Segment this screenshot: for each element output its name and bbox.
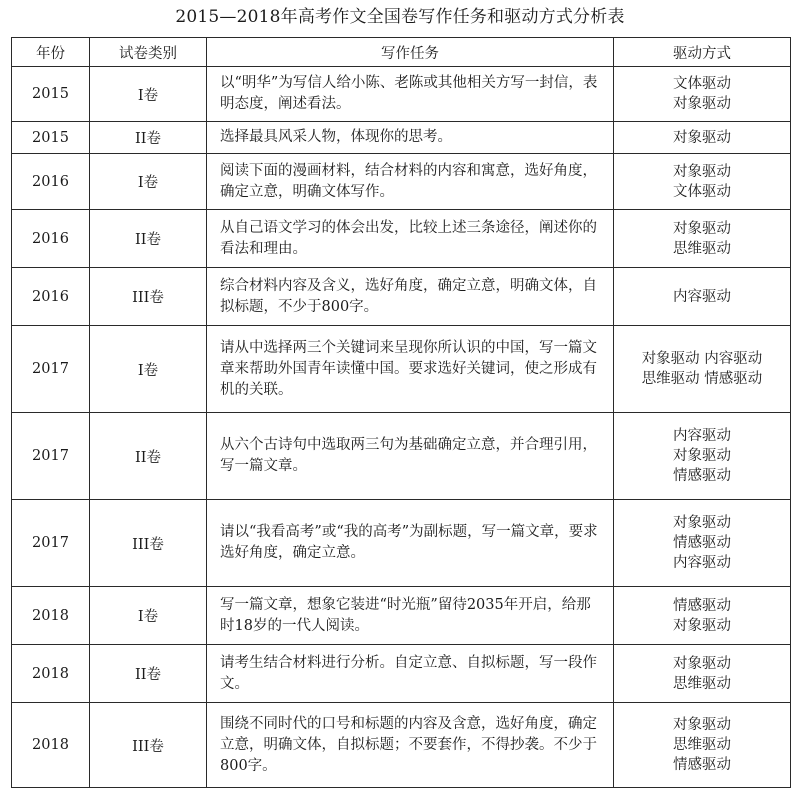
drive-item: 对象驱动 [673,515,731,531]
cell-year: 2018 [12,587,90,645]
table-row [12,67,791,122]
table-row [12,500,791,587]
cell-year: 2017 [12,500,90,587]
drive-item: 对象驱动 [673,617,731,634]
drive-item: 内容驱动 [673,555,731,571]
cell-type: I卷 [90,154,207,210]
cell-drive [614,326,791,413]
table-row [12,326,791,413]
cell-task: 从六个古诗句中选取两三句为基础确定立意，并合理引用，写一篇文章。 [207,413,614,500]
drive-item: 对象驱动 [673,448,731,464]
cell-type: I卷 [90,326,207,413]
cell-year: 2015 [12,67,90,122]
cell-drive [614,154,791,210]
drive-item: 文体驱动 [673,183,731,200]
cell-year: 2016 [12,154,90,210]
cell-task: 写一篇文章，想象它装进“时光瓶”留待2035年开启，给那时18岁的一代人阅读。 [207,587,614,645]
table-row [12,210,791,268]
cell-task: 请考生结合材料进行分析。自定立意、自拟标题，写一段作文。 [207,645,614,703]
cell-type: I卷 [90,587,207,645]
cell-drive [614,413,791,500]
cell-drive [614,268,791,326]
cell-drive [614,587,791,645]
cell-task: 综合材料内容及含义，选好角度，确定立意，明确文体，自拟标题，不少于800字。 [207,268,614,326]
analysis-table [11,37,791,788]
cell-drive [614,703,791,788]
cell-year: 2015 [12,122,90,154]
table-row [12,413,791,500]
drive-item: 对象驱动 [673,717,731,733]
cell-task: 从自己语文学习的体会出发，比较上述三条途径，阐述你的看法和理由。 [207,210,614,268]
table-row [12,703,791,788]
cell-type: I卷 [90,67,207,122]
drive-item: 内容驱动 [673,288,731,305]
table-title: 2015—2018年高考作文全国卷写作任务和驱动方式分析表 [175,7,625,27]
drive-item: 思维驱动 情感驱动 [641,371,763,387]
drive-item: 对象驱动 [673,163,731,180]
cell-type: III卷 [90,703,207,788]
cell-task: 阅读下面的漫画材料，结合材料的内容和寓意，选好角度，确定立意，明确文体写作。 [207,154,614,210]
cell-task: 围绕不同时代的口号和标题的内容及含意，选好角度，确定立意，明确文体，自拟标题；不要套作，不得抄袭。不少于800字。 [207,703,614,788]
table-row [12,122,791,154]
cell-type: II卷 [90,210,207,268]
cell-year: 2018 [12,703,90,788]
drive-item: 情感驱动 [673,597,731,614]
cell-drive [614,645,791,703]
drive-item: 情感驱动 [673,468,731,484]
drive-item: 思维驱动 [673,737,731,753]
table-row [12,587,791,645]
cell-drive [614,67,791,122]
table-row [12,268,791,326]
cell-task: 选择最具风采人物，体现你的思考。 [207,122,614,154]
cell-type: II卷 [90,122,207,154]
cell-drive [614,122,791,154]
drive-item: 思维驱动 [673,240,731,257]
header-year: 年份 [12,38,90,67]
drive-item: 对象驱动 [673,129,731,146]
cell-year: 2016 [12,268,90,326]
drive-item: 思维驱动 [673,675,731,692]
cell-year: 2016 [12,210,90,268]
header-drive: 驱动方式 [614,38,791,67]
drive-item: 对象驱动 [673,96,731,112]
table-row [12,154,791,210]
cell-year: 2018 [12,645,90,703]
cell-type: II卷 [90,413,207,500]
cell-type: II卷 [90,645,207,703]
drive-item: 对象驱动 内容驱动 [641,351,763,367]
drive-item: 内容驱动 [673,428,731,444]
drive-item: 情感驱动 [673,757,731,773]
cell-task: 以“明华”为写信人给小陈、老陈或其他相关方写一封信，表明态度，阐述看法。 [207,67,614,122]
cell-drive [614,210,791,268]
drive-item: 文体驱动 [673,76,731,92]
header-type: 试卷类别 [90,38,207,67]
header-task: 写作任务 [207,38,614,67]
drive-item: 对象驱动 [673,220,731,237]
cell-task: 请从中选择两三个关键词来呈现你所认识的中国，写一篇文章来帮助外国青年读懂中国。要求选好关键词，使之形成有机的关联。 [207,326,614,413]
cell-drive [614,500,791,587]
cell-task: 请以“我看高考”或“我的高考”为副标题，写一篇文章，要求选好角度，确定立意。 [207,500,614,587]
cell-type: III卷 [90,500,207,587]
cell-year: 2017 [12,413,90,500]
drive-item: 情感驱动 [673,535,731,551]
table-row [12,645,791,703]
drive-item: 对象驱动 [673,655,731,672]
cell-type: III卷 [90,268,207,326]
cell-year: 2017 [12,326,90,413]
header-row [12,38,791,67]
